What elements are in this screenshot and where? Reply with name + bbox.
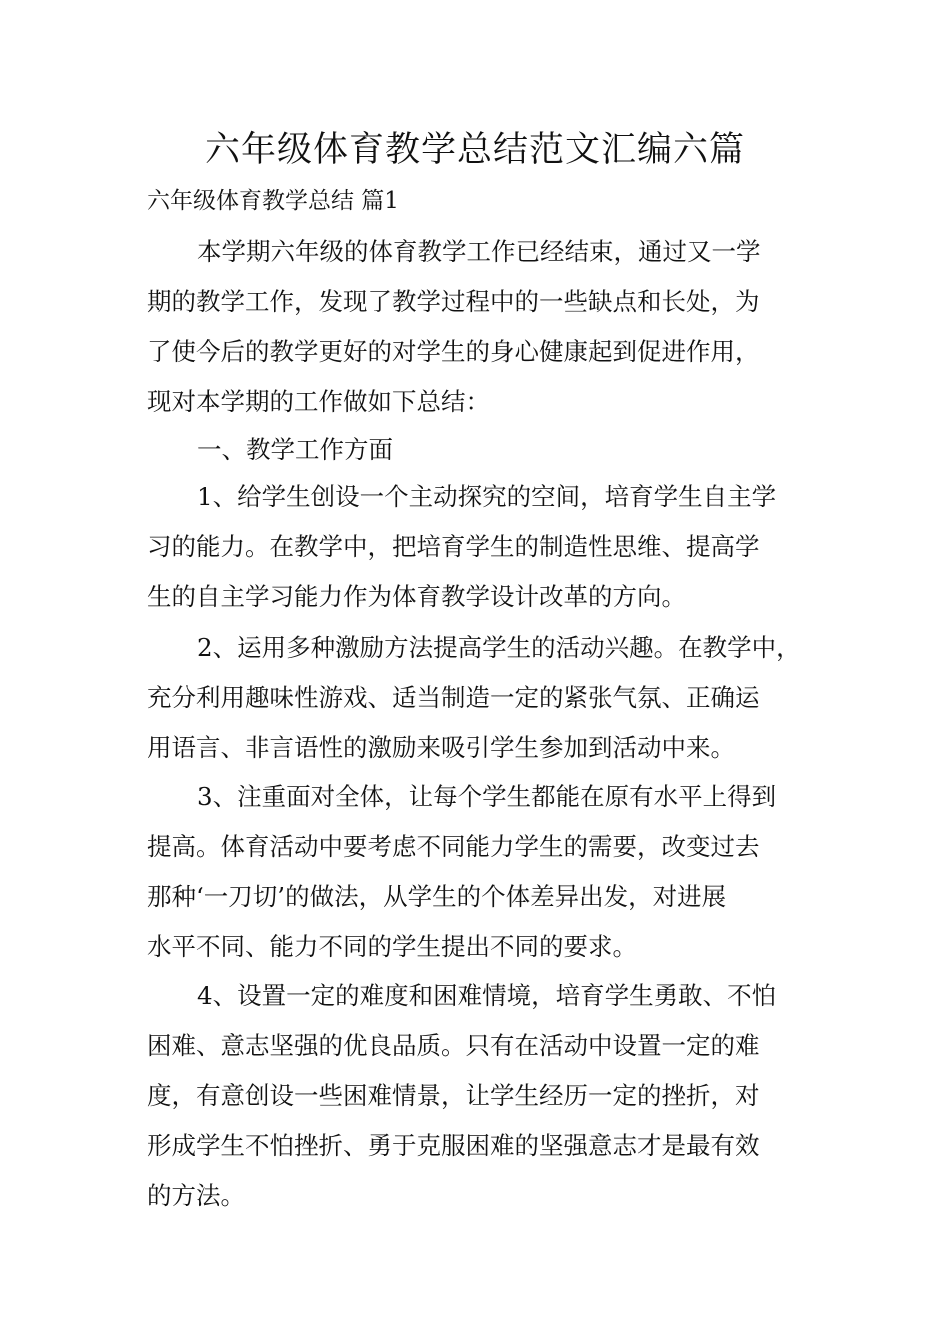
paragraph-line: 习的能力。在教学中，把培育学生的制造性思维、提高学 bbox=[147, 532, 760, 561]
paragraph-line: 形成学生不怕挫折、勇于克服困难的坚强意志才是最有效 bbox=[147, 1131, 760, 1160]
paragraph-line: 现对本学期的工作做如下总结： bbox=[147, 387, 490, 416]
paragraph-line: 困难、意志坚强的优良品质。只有在活动中设置一定的难 bbox=[147, 1031, 760, 1060]
paragraph-intro bbox=[147, 227, 837, 427]
paragraph-item-4 bbox=[147, 971, 837, 1221]
paragraph-line: 3、注重面对全体，让每个学生都能在原有水平上得到 bbox=[197, 782, 777, 811]
paragraph-line: 那种‘一刀切’的做法，从学生的个体差异出发，对进展 bbox=[147, 882, 727, 911]
paragraph-line: 了使今后的教学更好的对学生的身心健康起到促进作用， bbox=[147, 337, 760, 366]
paragraph-line: 本学期六年级的体育教学工作已经结束，通过又一学 bbox=[197, 237, 761, 266]
paragraph-item-2 bbox=[147, 623, 837, 773]
paragraph-line: 度，有意创设一些困难情景，让学生经历一定的挫折，对 bbox=[147, 1081, 760, 1110]
paragraph-line: 生的自主学习能力作为体育教学设计改革的方向。 bbox=[147, 582, 686, 611]
paragraph-line: 用语言、非言语性的激励来吸引学生参加到活动中来。 bbox=[147, 733, 735, 762]
document-title: 六年级体育教学总结范文汇编六篇 bbox=[204, 130, 745, 170]
paragraph-line: 一、教学工作方面 bbox=[197, 435, 393, 464]
paragraph-line: 4、设置一定的难度和困难情境，培育学生勇敢、不怕 bbox=[197, 981, 777, 1010]
section-heading: 六年级体育教学总结 篇1 bbox=[147, 188, 399, 214]
paragraph-line: 期的教学工作，发现了教学过程中的一些缺点和长处，为 bbox=[147, 287, 760, 316]
paragraph-line: 的方法。 bbox=[147, 1181, 245, 1210]
paragraph-line: 水平不同、能力不同的学生提出不同的要求。 bbox=[147, 932, 637, 961]
paragraph-line: 1、给学生创设一个主动探究的空间，培育学生自主学 bbox=[197, 482, 777, 511]
paragraph-line: 充分利用趣味性游戏、适当制造一定的紧张气氛、正确运 bbox=[147, 683, 760, 712]
subheading-teaching-work bbox=[147, 425, 837, 475]
paragraph-item-3 bbox=[147, 772, 837, 972]
paragraph-item-1 bbox=[147, 472, 837, 622]
paragraph-line: 2、运用多种激励方法提高学生的活动兴趣。在教学中， bbox=[197, 633, 801, 662]
paragraph-line: 提高。体育活动中要考虑不同能力学生的需要，改变过去 bbox=[147, 832, 760, 861]
